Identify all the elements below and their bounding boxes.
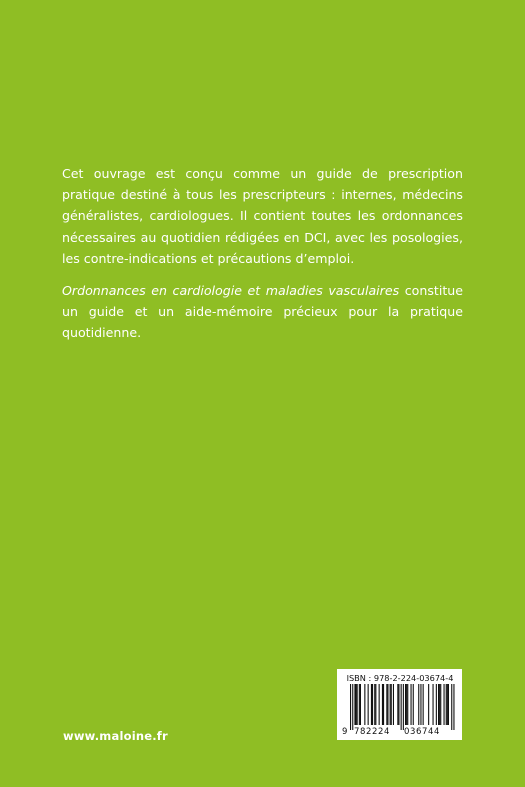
barcode-bar bbox=[448, 684, 449, 725]
barcode-bar bbox=[447, 684, 448, 725]
barcode-bar bbox=[368, 684, 369, 725]
barcode-bar bbox=[387, 684, 388, 725]
book-title: Ordonnances en cardiologie et maladies vasculaires bbox=[62, 283, 400, 299]
publisher-website: www.maloine.fr bbox=[63, 729, 168, 743]
barcode-bar bbox=[371, 684, 372, 725]
blurb-paragraph: Cet ouvrage est conçu comme un guide de prescription pratique destiné à tous les prescripteurs : internes, médecins généralistes, cardiologues. Il contient toutes les ordonnances nécessaires au quotidien rédigées en DCI, avec les posologies, les contre-indications et précautions d’emploi. bbox=[62, 166, 463, 266]
barcode-bar bbox=[391, 684, 392, 725]
isbn-label: ISBN : 978-2-224-03674-4 bbox=[346, 673, 454, 683]
barcode-bar bbox=[383, 684, 384, 725]
barcode-bar bbox=[375, 684, 376, 725]
barcode-bar bbox=[413, 684, 414, 725]
barcode-bar bbox=[433, 684, 434, 725]
barcode-bar bbox=[406, 684, 407, 725]
isbn-barcode bbox=[337, 669, 462, 740]
barcode-bar bbox=[379, 684, 380, 725]
barcode-bar bbox=[453, 684, 454, 730]
barcode-bar bbox=[436, 684, 437, 725]
barcode-bar bbox=[438, 684, 439, 725]
blurb-paragraph bbox=[62, 280, 463, 344]
barcode-bar bbox=[439, 684, 440, 725]
barcode-bar bbox=[390, 684, 391, 725]
barcode-bar bbox=[397, 684, 398, 725]
barcode-bar bbox=[364, 684, 365, 725]
barcode-digit-first: 9 bbox=[342, 727, 348, 736]
barcode-bars bbox=[340, 684, 458, 736]
barcode-bar bbox=[418, 684, 419, 725]
barcode-bar bbox=[357, 684, 358, 725]
barcode-bar bbox=[446, 684, 447, 725]
barcode-bar bbox=[407, 684, 408, 725]
barcode-bar bbox=[356, 684, 357, 725]
barcode-bar bbox=[350, 684, 351, 730]
barcode-digits-left: 782224 bbox=[353, 727, 391, 736]
barcode-digits-right: 036744 bbox=[403, 727, 441, 736]
barcode-bar bbox=[360, 684, 361, 725]
barcode-bar bbox=[405, 684, 406, 725]
barcode-bar bbox=[374, 684, 375, 725]
barcode-bar bbox=[359, 684, 360, 725]
barcode-bar bbox=[444, 684, 445, 725]
barcode-bar bbox=[423, 684, 424, 725]
barcode-bar bbox=[401, 684, 402, 730]
barcode-bar bbox=[352, 684, 353, 730]
barcode-bar bbox=[393, 684, 394, 725]
barcode-bar bbox=[440, 684, 441, 725]
blurb-paragraph-text: constitue un guide et un aide-mémoire précieux pour la pratique quotidienne. bbox=[62, 283, 463, 341]
back-cover-blurb bbox=[62, 163, 463, 344]
barcode-bar bbox=[398, 684, 399, 725]
barcode-bar bbox=[354, 684, 355, 725]
barcode-bar bbox=[411, 684, 412, 725]
barcode-bar bbox=[420, 684, 421, 725]
barcode-bar bbox=[428, 684, 429, 725]
barcode-bar bbox=[386, 684, 387, 725]
barcode-bar bbox=[382, 684, 383, 725]
barcode-bar bbox=[403, 684, 404, 730]
barcode-bar bbox=[372, 684, 373, 725]
barcode-bar bbox=[451, 684, 452, 730]
